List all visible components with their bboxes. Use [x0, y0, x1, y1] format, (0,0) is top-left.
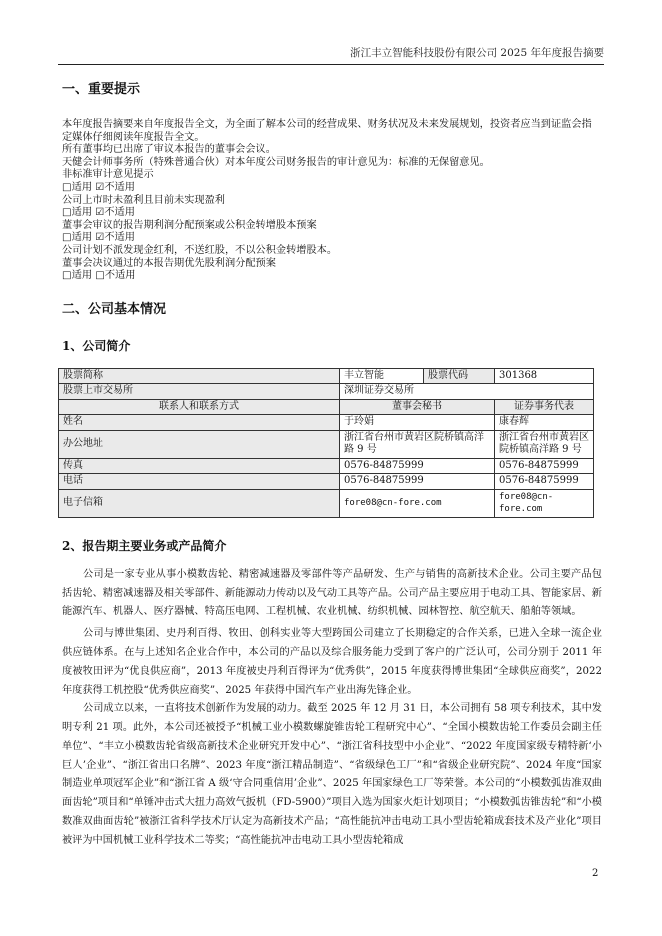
table-cell-label: 姓名	[59, 415, 340, 431]
table-cell-label: 办公地址	[59, 430, 340, 458]
table-header-cell: 证券事务代表	[495, 399, 594, 415]
notice-line: 本年度报告摘要来自年度报告全文，为全面了解本公司的经营成果、财务状况及未来发展规划，投资者应当到证监会指	[62, 119, 592, 130]
table-row	[59, 474, 594, 490]
document-body	[62, 76, 602, 851]
table-header-cell: 董事会秘书	[340, 399, 495, 415]
table-cell-label: 电话	[59, 474, 340, 490]
header-title: 浙江丰立智能科技股份有限公司 2025 年年度报告摘要	[350, 47, 604, 59]
table-cell-value: 0576-84875999	[340, 474, 495, 490]
notice-line: 董事会审议的报告期利润分配预案或公积金转增股本预案	[62, 219, 317, 231]
table-header-cell: 联系人和联系方式	[59, 399, 340, 415]
company-profile-table	[58, 368, 594, 518]
table-row	[59, 489, 594, 517]
table-row	[59, 399, 594, 415]
table-cell-value: 301368	[495, 368, 594, 384]
checkbox-line: □适用 □不适用	[62, 270, 136, 282]
table-row	[59, 384, 594, 400]
notice-line: 公司上市时未盈利且目前未实现盈利	[62, 194, 225, 206]
table-cell-label: 传真	[59, 458, 340, 474]
subsection-title-main-business: 2、报告期主要业务或产品简介	[62, 538, 227, 553]
table-row	[59, 368, 594, 384]
table-cell-label: 股票简称	[59, 368, 340, 384]
page-number: 2	[592, 868, 599, 879]
section-title-important-notice: 一、重要提示	[62, 82, 141, 97]
table-row	[59, 458, 594, 474]
table-cell-value: 康春辉	[495, 415, 594, 431]
table-cell-label: 股票代码	[424, 368, 495, 384]
subsection-title-company-profile: 1、公司简介	[62, 338, 131, 353]
notice-line: 董事会决议通过的本报告期优先股利润分配预案	[62, 257, 276, 269]
table-cell-value: 浙江省台州市黄岩区院桥镇高洋路 9 号	[495, 430, 594, 458]
checkbox-line: □适用 ☑不适用	[62, 232, 135, 244]
notice-line: 公司计划不派发现金红利，不送红股，不以公积金转增股本。	[62, 244, 338, 256]
email-link[interactable]: fore08@cn-fore.com	[495, 489, 594, 517]
table-cell-label: 电子信箱	[59, 489, 340, 517]
paragraph: 公司与博世集团、史丹利百得、牧田、创科实业等大型跨国公司建立了长期稳定的合作关系，已进入全球一流企业供应链体系。在与上述知名企业合作中，本公司的产品以及综合服务能力受到了客户的广泛认可，公司分别于 2011 年度被牧田评为“优良供应商”，2013 年度被史丹利百得评为“优秀供”，2015 年度获得博世集团“全球供应商奖”，2022 年度获得工机控股“优秀供应商奖”、2025 年获得中国汽车产业出海先锋企业。	[62, 628, 602, 696]
main-business-text	[62, 566, 602, 851]
email-link[interactable]: fore08@cn-fore.com	[340, 489, 495, 517]
paragraph: 公司是一家专业从事小模数齿轮、精密减速器及零部件等产品研发、生产与销售的高新技术企业。公司主要产品包括齿轮、精密减速器及相关零部件、新能源动力传动以及气动工具等产品。公司产品主要应用于电动工具、智能家居、新能源汽车、机器人、医疗器械、特高压电网、工程机械、农业机械、纺织机械、园林智控、航空航天、船舶等领域。	[62, 568, 602, 618]
table-cell-value: 于玲娟	[340, 415, 495, 431]
page-header	[58, 44, 604, 65]
notice-line: 非标准审计意见提示	[62, 169, 154, 181]
table-cell-value: 丰立智能	[340, 368, 424, 384]
section-title-company-basic-info: 二、公司基本情况	[62, 301, 167, 317]
notice-line: 天健会计师事务所（特殊普通合伙）对本年度公司财务报告的审计意见为：标准的无保留意见。	[62, 156, 490, 168]
important-notice-block	[62, 119, 602, 283]
table-row	[59, 415, 594, 431]
notice-line: 定媒体仔细阅读年度报告全文。	[62, 131, 205, 143]
table-cell-value: 0576-84875999	[495, 474, 594, 490]
table-cell-value: 深圳证券交易所	[340, 384, 594, 400]
table-cell-value: 浙江省台州市黄岩区院桥镇高洋路 9 号	[340, 430, 495, 458]
table-cell-value: 0576-84875999	[495, 458, 594, 474]
table-row	[59, 430, 594, 458]
table-cell-value: 0576-84875999	[340, 458, 495, 474]
checkbox-line: □适用 ☑不适用	[62, 181, 135, 193]
notice-line: 所有董事均已出席了审议本报告的董事会会议。	[62, 144, 276, 156]
paragraph: 公司成立以来，一直将技术创新作为发展的动力。截至 2025 年 12 月 31 日，本公司拥有 58 项专利技术，其中发明专利 21 项。此外，本公司还被授予“机械工业小模数螺旋锥齿轮工程研究中心”、“全国小模数齿轮工作委员会副主任单位”、“丰立小模数齿轮省级高新技术企业研究开发中心”、“浙江省科技型中小企业”、“2022 年度国家级专精特新‘小巨人’企业”、“浙江省出口名牌”、2023 年度“浙江精品制造”、“省级绿色工厂”和“省级企业研究院”、2024 年度“国家制造业单项冠军企业”和“浙江省 A 级‘守合同重信用’企业”、2025 年国家绿色工厂等荣誉。本公司的“小模数弧齿准双曲面齿轮”项目和“单锤冲击式大扭力高效气扳机（FD-5900）”项目入选为国家火炬计划项目；“小模数弧齿锥齿轮”和“小模数准双曲面齿轮”被浙江省科学技术厅认定为高新技术产品；“高性能抗冲击电动工具小型齿轮箱成套技术及产业化”项目被评为中国机械工业科学技术二等奖；“高性能抗冲击电动工具小型齿轮箱成	[62, 703, 602, 846]
checkbox-line: □适用 ☑不适用	[62, 207, 135, 219]
table-cell-label: 股票上市交易所	[59, 384, 340, 400]
